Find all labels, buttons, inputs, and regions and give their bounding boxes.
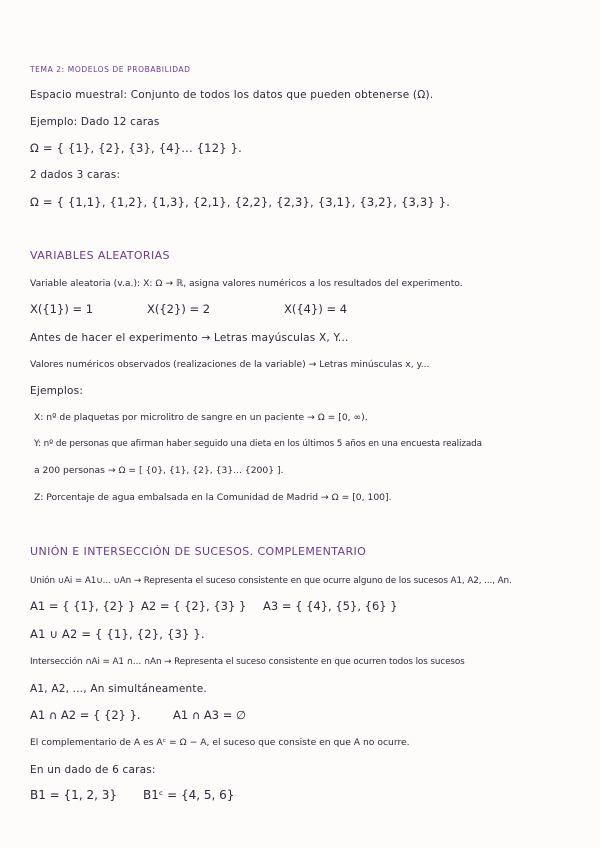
examples-label: Ejemplos: — [30, 385, 84, 397]
before-experiment: Antes de hacer el experimento → Letras mayúsculas X, Y... — [30, 332, 349, 344]
intersection-definition-cont: A1, A2, ..., An simultáneamente. — [30, 683, 207, 695]
example-y-line-2: a 200 personas → Ω = [ {0}, {1}, {2}, {3}... {200} ]. — [34, 465, 284, 476]
mapping-1: X({1}) = 1 — [30, 302, 94, 316]
example-x: X: nº de plaquetas por microlitro de sangre en un paciente → Ω = [0, ∞). — [34, 412, 368, 423]
die-label: En un dado de 6 caras: — [30, 764, 156, 776]
random-variable-definition: Variable aleatoria (v.a.): X: Ω → ℝ, asigna valores numéricos a los resultados del experimento. — [30, 278, 463, 289]
observed-values: Valores numéricos observados (realizaciones de la variable) → Letras minúsculas x, y... — [30, 359, 430, 370]
union-definition: Unión ∪Ai = A1∪... ∪An → Representa el suceso consistente en que ocurre alguno de los sucesos A1, A2, ..., An. — [30, 576, 512, 586]
complement-definition: El complementario de A es Aᶜ = Ω − A, el suceso que consiste en que A no ocurre. — [30, 737, 410, 748]
set-a1: A1 = { {1}, {2} } — [30, 599, 136, 613]
a1-intersect-a2: A1 ∩ A2 = { {2} }. — [30, 708, 141, 722]
mapping-3: X({4}) = 4 — [284, 302, 348, 316]
example-2-set: Ω = { {1,1}, {1,2}, {1,3}, {2,1}, {2,2}, {2,3}, {3,1}, {3,2}, {3,3} }. — [30, 195, 451, 209]
set-a3: A3 = { {4}, {5}, {6} } — [263, 599, 398, 613]
set-b1-complement: B1ᶜ = {4, 5, 6} — [143, 788, 235, 802]
example-1-set: Ω = { {1}, {2}, {3}, {4}... {12} }. — [30, 141, 242, 155]
a1-union-a2: A1 ∪ A2 = { {1}, {2}, {3} }. — [30, 627, 205, 641]
section-title-union: UNIÓN E INTERSECCIÓN DE SUCESOS. COMPLEMENTARIO — [30, 545, 367, 558]
mapping-2: X({2}) = 2 — [147, 302, 211, 316]
sample-space-definition: Espacio muestral: Conjunto de todos los datos que pueden obtenerse (Ω). — [30, 89, 434, 101]
example-2-label: 2 dados 3 caras: — [30, 169, 121, 181]
set-b1: B1 = {1, 2, 3} — [30, 788, 117, 802]
topic-header: TEMA 2: MODELOS DE PROBABILIDAD — [30, 65, 191, 74]
intersection-definition: Intersección ∩Ai = A1 ∩... ∩An → Representa el suceso consistente en que ocurren todos los sucesos — [30, 657, 465, 667]
a1-intersect-a3: A1 ∩ A3 = ∅ — [173, 708, 247, 722]
example-y-line-1: Y: nº de personas que afirman haber seguido una dieta en los últimos 5 años en una encuesta realizada — [34, 439, 482, 449]
example-z: Z: Porcentaje de agua embalsada en la Comunidad de Madrid → Ω = [0, 100]. — [34, 492, 392, 503]
example-1-label: Ejemplo: Dado 12 caras — [30, 116, 160, 128]
section-title-variables: VARIABLES ALEATORIAS — [30, 249, 170, 262]
set-a2: A2 = { {2}, {3} } — [141, 599, 247, 613]
